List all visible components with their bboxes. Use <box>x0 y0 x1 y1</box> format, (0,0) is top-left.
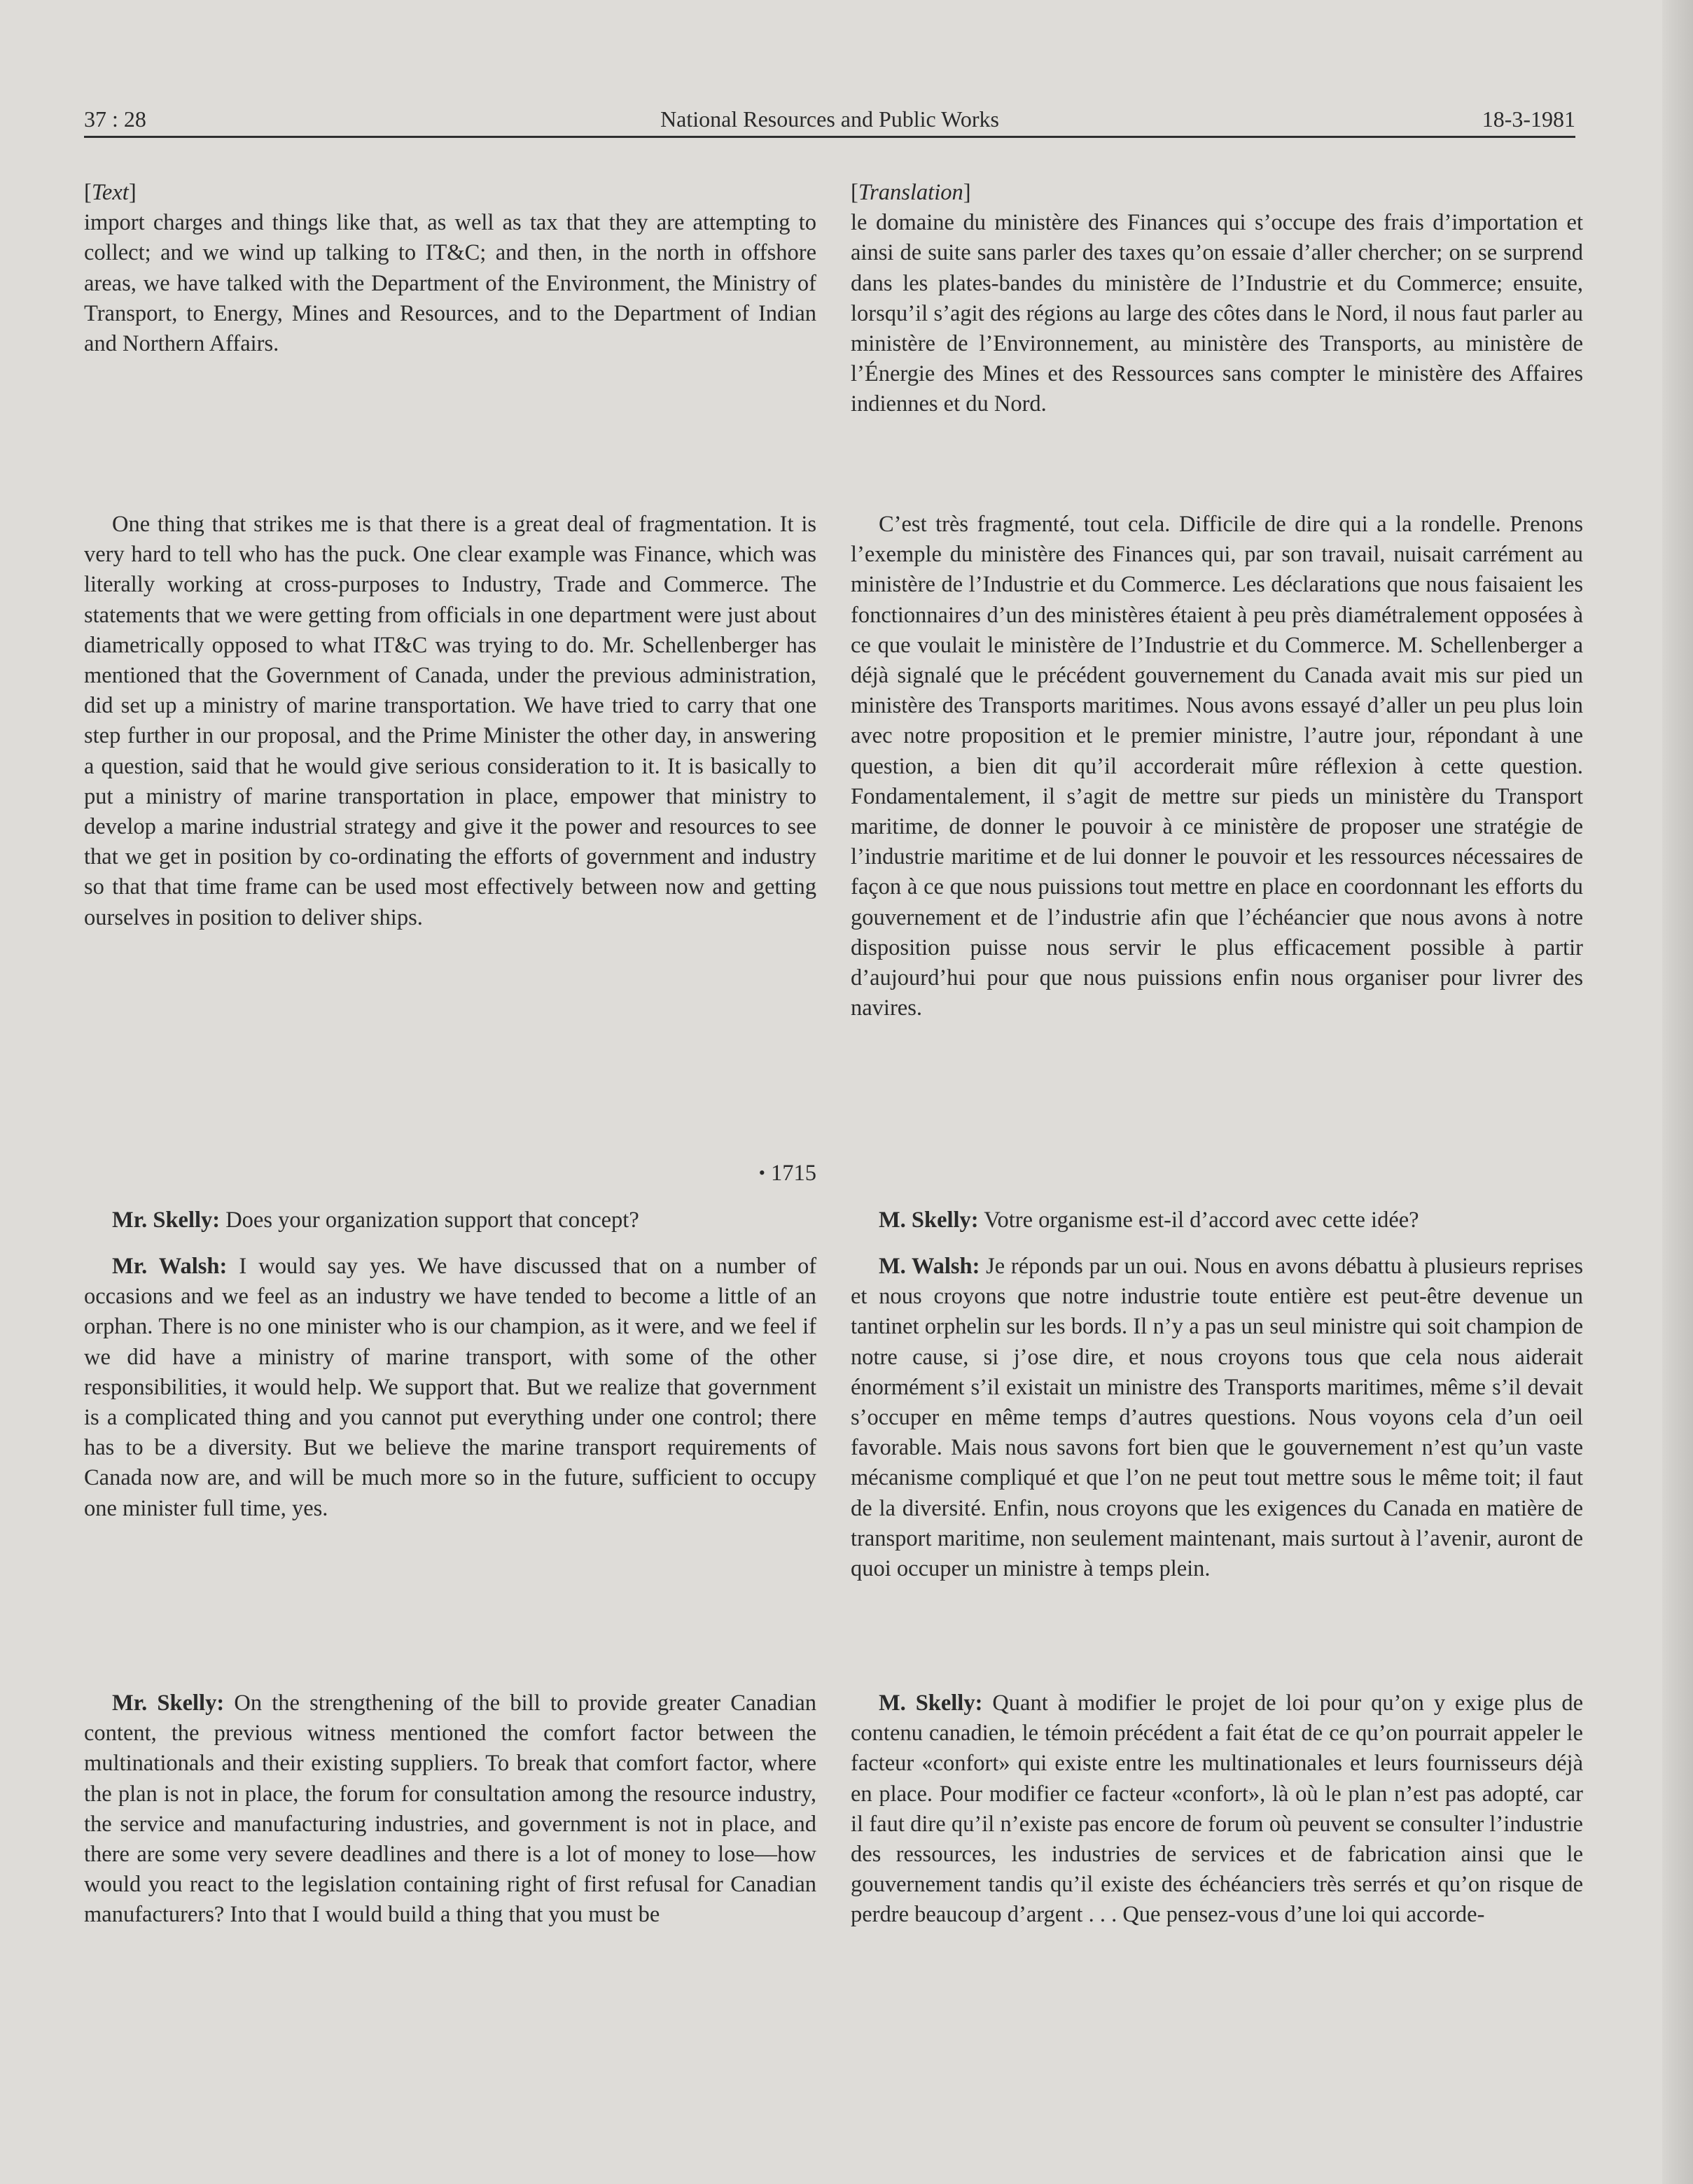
french-column <box>851 178 1583 420</box>
speech-text: Votre organisme est-il d’accord avec cette idée? <box>984 1208 1419 1233</box>
french-column-block <box>851 1252 1583 1584</box>
speech <box>84 1688 816 1931</box>
english-column-block <box>84 1252 816 1524</box>
paragraph: One thing that strikes me is that there is a great deal of fragmentation. It is very hard to tell who has the puck. One clear example was Finance, which was literally working at cross-purposes to Industry, Trade and Commerce. The statements that we were getting from officials in one department were just about diametrically opposed to what IT&C was trying to do. Mr. Schellenberger has mentioned that the Government of Canada, under the previous administration, did set up a ministry of marine transportation. We have tried to carry that one step further in our proposal, and the Prime Minister the other day, in answering a question, said that he would give serious consideration to it. It is basically to put a ministry of marine transportation in place, empower that ministry to develop a marine industrial strategy and give it the power and resources to see that we get in position by co-ordinating the efforts of government and industry so that that time frame can be used most effectively between now and getting ourselves in position to deliver ships. <box>84 512 816 930</box>
committee-title: National Resources and Public Works <box>660 106 999 132</box>
timestamp-block <box>84 1158 816 1189</box>
speaker-name: Mr. Walsh: <box>112 1254 228 1279</box>
column-label: [Translation] <box>851 180 971 205</box>
paragraph: C’est très fragmenté, tout cela. Difficile de dire qui a la rondelle. Prenons l’exemple du ministère des Finances qui, par son travail, nuisait carrément au ministère de l’Industrie et du Commerce. Les déclarations que nous faisaient les fonctionnaires d’un des ministères étaient à peu près diamétralement opposées à ce que voulait le ministère de l’Industrie et du Commerce. M. Schellenberger a déjà signalé que le précédent gouvernement du Canada avait mis sur pied un ministère des Transports maritimes. Nous avons essayé d’aller un peu plus loin avec notre proposition et le premier ministre, l’autre jour, répondant à une question, a bien dit qu’il accorderait mûre réflexion à cette question. Fondamentalement, il s’agit de mettre sur pieds un ministère du Transport maritime, de donner le pouvoir à ce ministère de proposer une stratégie de l’industrie maritime et de lui donner le pouvoir et les ressources nécessaires de façon à ce que nous puissions tout mettre en place en coordonnant les efforts du gouvernement et de l’industrie afin que l’échéancier que nous avons à notre disposition puisse nous servir le plus efficacement possible à partir d’aujourd’hui pour que nous puissions enfin nous organiser pour livrer des navires. <box>851 512 1583 1021</box>
binding-edge <box>1662 0 1693 2184</box>
speech <box>851 1252 1583 1584</box>
speaker-name: Mr. Skelly: <box>112 1690 225 1716</box>
speech-text: I would say yes. We have discussed that on a number of occasions and we feel as an industry we have tended to become a little of an orphan. There is no one minister who is our champion, as it were, and we feel if we did have a ministry of marine transport, with some of the other responsibilities, it would help. We support that. But we realize that government is a complicated thing and you cannot put everything under one control; there has to be a diversity. But we believe the marine transport requirements of Canada now are, and will be much more so in the future, sufficient to occupy one minister full time, yes. <box>84 1254 817 1521</box>
paragraph: import charges and things like that, as well as tax that they are attempting to collect; and we wind up talking to IT&C; and then, in the north in offshore areas, we have talked with the Department of the Environment, the Ministry of Transport, to Energy, Mines and Resources, and to the Department of Indian and Northern Affairs. <box>84 210 816 357</box>
speech <box>84 1252 816 1524</box>
speaker-name: M. Skelly: <box>879 1208 979 1233</box>
speech-text: Does your organization support that concept? <box>225 1208 639 1233</box>
paragraph: le domaine du ministère des Finances qui s’occupe des frais d’importation et ainsi de suite sans parler des taxes qu’on essaie d’aller chercher; on se surprend dans les plates-bandes du ministère de l’Industrie et du Commerce; ensuite, lorsqu’il s’agit des régions au large des côtes dans le Nord, il nous faut parler au ministère de l’Environnement, au ministère des Transports, au ministère de l’Énergie des Mines et des Ressources sans compter le ministère des Affaires indiennes et du Nord. <box>851 210 1583 417</box>
speaker-name: M. Walsh: <box>879 1254 980 1279</box>
speech <box>84 1205 816 1236</box>
sitting-date: 18-3-1981 <box>1482 106 1575 132</box>
timestamp <box>84 1158 816 1189</box>
speech-text: On the strengthening of the bill to provide greater Canadian content, the previous witness mentioned the comfort factor between the multinationals and their existing suppliers. To break that comfort factor, where the plan is not in place, the forum for consultation among the resource industry, the service and manufacturing industries, and government is not in place, and there are some very severe deadlines and there is a lot of money to lose—how would you react to the legislation containing right of first refusal for Canadian manufacturers? Into that I would build a thing that you must be <box>84 1690 816 1928</box>
bullet-icon: • <box>758 1163 765 1183</box>
french-column-block <box>851 1205 1583 1236</box>
timestamp-value: 1715 <box>771 1161 816 1186</box>
column-label: [Text] <box>84 180 137 205</box>
french-column-block <box>851 1688 1583 1931</box>
english-column-block <box>84 1205 816 1236</box>
speaker-name: Mr. Skelly: <box>112 1208 221 1233</box>
speech-text: Je réponds par un oui. Nous en avons débattu à plusieurs reprises et nous croyons que notre industrie toute entière est peut-être devenue un tantinet orphelin sur les bords. Il n’y a pas un seul ministre qui soit champion de notre cause, si j’ose dire, et nous croyons tous que cela nous aiderait énormément s’il existait un ministre des Transports maritimes, même s’il devait s’occuper en même temps d’autres questions. Nous voyons cela d’un oeil favorable. Mais nous savons fort bien que le gouvernement n’est qu’un vaste mécanisme compliqué et que l’on ne peut tout mettre sous le même toit; il faut de la diversité. Enfin, nous croyons que les exigences du Canada en matière de transport maritime, non seulement maintenant, mais surtout à l’avenir, auront de quoi occuper un ministre à temps plein. <box>851 1254 1583 1582</box>
page-number: 37 : 28 <box>84 106 146 132</box>
english-column-block <box>84 1688 816 1931</box>
running-head <box>84 105 1575 138</box>
speaker-name: M. Skelly: <box>879 1690 983 1716</box>
english-column <box>84 178 816 359</box>
speech-text: Quant à modifier le projet de loi pour qu’on y exige plus de contenu canadien, le témoin précédent a fait état de ce qu’on pourrait appeler le facteur «confort» qui existe entre les multinationales et leurs fournisseurs déjà en place. Pour modifier ce facteur «confort», là où le plan n’est pas adopté, car il faut dire qu’il n’existe pas encore de forum où peuvent se consulter l’industrie des ressources, les industries de services et de fabrication ainsi que le gouvernement tandis qu’il existe des échéanciers très serrés et qu’on risque de perdre beaucoup d’argent . . . Que pensez-vous d’une loi qui accorde- <box>851 1690 1584 1928</box>
speech <box>851 1205 1583 1236</box>
french-column-block <box>851 510 1583 1023</box>
english-column-block <box>84 510 816 933</box>
speech <box>851 1688 1583 1931</box>
